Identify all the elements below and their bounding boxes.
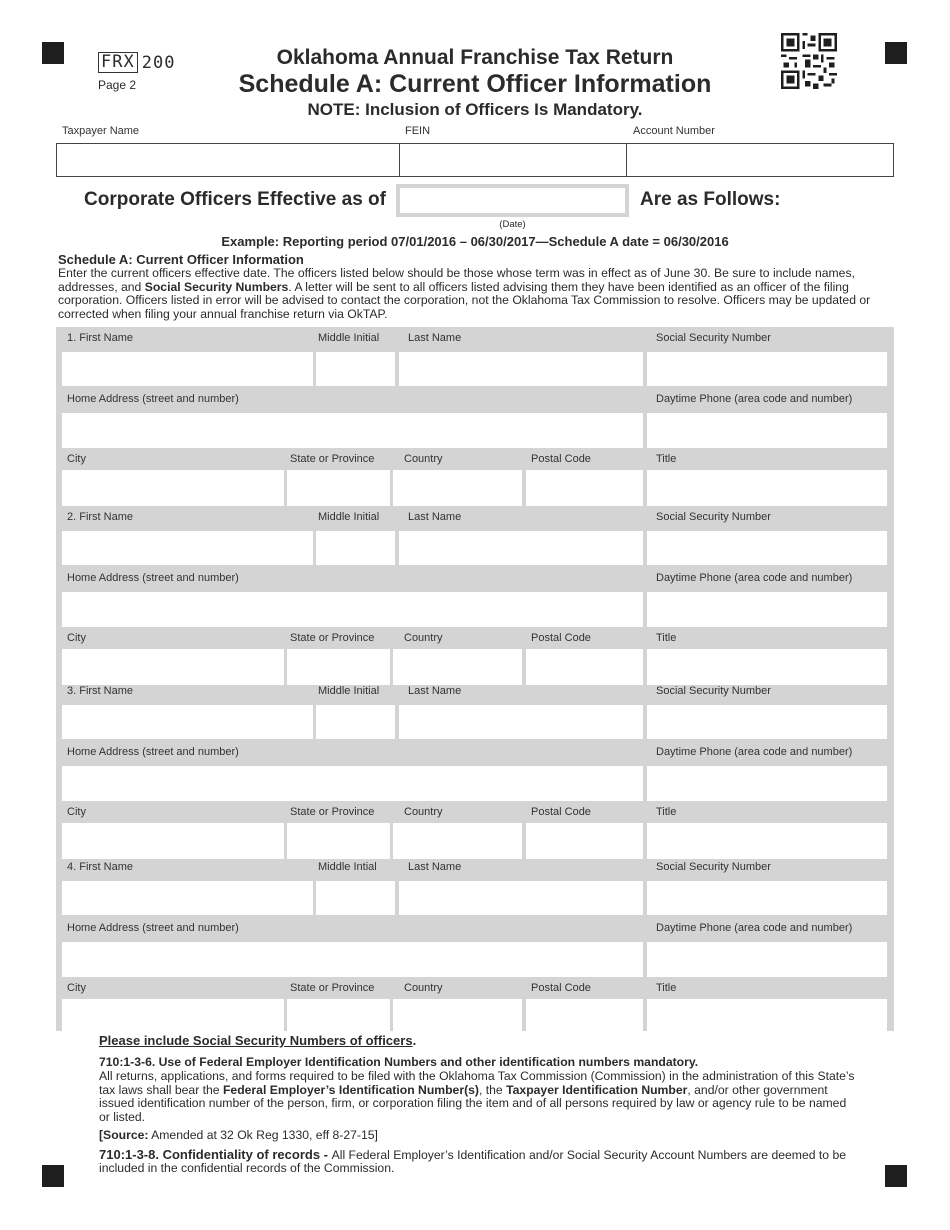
officer-1-country-field[interactable]: [393, 470, 522, 506]
officer-4-phone-field[interactable]: [647, 942, 887, 977]
officer-3-state-label: State or Province: [290, 806, 375, 818]
ssn-reminder-period: .: [412, 1033, 417, 1048]
effective-date-field[interactable]: [400, 188, 625, 213]
fein-field[interactable]: [399, 143, 627, 177]
officer-4-state-label: State or Province: [290, 982, 375, 994]
officer-2-state-field[interactable]: [287, 649, 390, 685]
officer-1-last-field[interactable]: [399, 352, 643, 386]
form-code-number: 200: [141, 52, 176, 73]
form-title: Oklahoma Annual Franchise Tax Return: [276, 46, 674, 69]
officer-1-postal-field[interactable]: [526, 470, 643, 506]
registration-mark-bottom-right: [885, 1165, 907, 1187]
ssn-reminder-text: Please include Social Security Numbers of officers: [99, 1033, 413, 1048]
rule6-fein-bold: Federal Employer’s Identification Number(s): [222, 1082, 479, 1097]
mandatory-note: NOTE: Inclusion of Officers Is Mandatory.: [307, 100, 643, 119]
officer-1-title-label: Title: [656, 453, 677, 465]
officer-2-middle-label: Middle Initial: [318, 511, 380, 523]
officer-3-city-field[interactable]: [62, 823, 284, 859]
source-label: [Source:: [99, 1128, 149, 1142]
registration-mark-top-left: [42, 42, 64, 64]
officer-4-title-field[interactable]: [647, 999, 887, 1035]
officer-4-last-label: Last Name: [408, 861, 462, 873]
form-code: [98, 52, 175, 73]
officer-4-middle-field[interactable]: [316, 881, 395, 915]
officer-3-address-field[interactable]: [62, 766, 643, 801]
rule8-text: All Federal Employer’s Identification and/or Social Security Account Numbers are deemed to be included in the confidential records of the Commission.: [99, 1147, 847, 1175]
officer-3-middle-label: Middle Initial: [318, 685, 380, 697]
officer-1-address-label: Home Address (street and number): [67, 393, 239, 405]
officer-2-country-field[interactable]: [393, 649, 522, 685]
officer-2-city-label: City: [67, 632, 86, 644]
officer-3-phone-label: Daytime Phone (area code and number): [656, 746, 853, 758]
registration-mark-bottom-left: [42, 1165, 64, 1187]
officer-3-city-label: City: [67, 806, 86, 818]
officer-2-postal-label: Postal Code: [531, 632, 591, 644]
officer-3-first-label: 3. First Name: [67, 685, 134, 697]
schedule-title: Schedule A: Current Officer Information: [238, 70, 712, 98]
officer-1-middle-label: Middle Initial: [318, 332, 380, 344]
officer-3-address-label: Home Address (street and number): [67, 746, 239, 758]
officer-4-ssn-field[interactable]: [647, 881, 887, 915]
officer-4-first-label: 4. First Name: [67, 861, 134, 873]
officer-3-last-label: Last Name: [408, 685, 462, 697]
registration-mark-top-right: [885, 42, 907, 64]
page-label: Page 2: [98, 78, 137, 92]
officer-2-last-field[interactable]: [399, 531, 643, 565]
officer-2-phone-field[interactable]: [647, 592, 887, 627]
officer-4-city-label: City: [67, 982, 86, 994]
fein-label: FEIN: [405, 125, 431, 137]
account-number-field[interactable]: [626, 143, 894, 177]
rule-710-1-3-6-title: 710:1-3-6. Use of Federal Employer Identification Numbers and other identification numbers mandatory.: [99, 1054, 699, 1069]
officer-3-ssn-field[interactable]: [647, 705, 887, 739]
qr-code: [781, 33, 837, 89]
example-text: Example: Reporting period 07/01/2016 – 06/30/2017—Schedule A date = 06/30/2016: [221, 234, 729, 249]
rule6-part2: , the: [478, 1082, 507, 1097]
officer-3-state-field[interactable]: [287, 823, 390, 859]
rule-710-1-3-6-text: [99, 1070, 859, 1124]
officer-4-postal-label: Postal Code: [531, 982, 591, 994]
officer-1-first-field[interactable]: [62, 352, 313, 386]
rule6-part3: , and/or other government issued identification number of the person, firm, or corporation filing the item and of all persons required by law or agency rule to be named or listed.: [99, 1082, 847, 1124]
officer-1-first-label: 1. First Name: [67, 332, 134, 344]
officer-2-postal-field[interactable]: [526, 649, 643, 685]
rule8-title: 710:1-3-8. Confidentiality of records -: [99, 1146, 332, 1162]
officer-3-postal-label: Postal Code: [531, 806, 591, 818]
taxpayer-name-label: Taxpayer Name: [62, 125, 140, 137]
officer-1-ssn-field[interactable]: [647, 352, 887, 386]
effective-as-of-label: Corporate Officers Effective as of: [84, 189, 386, 210]
rule6-part1: All returns, applications, and forms required to be filed with the Oklahoma Tax Commission (Commission) in the administration of this State’s tax laws shall bear the: [99, 1069, 855, 1097]
officer-2-title-label: Title: [656, 632, 677, 644]
officer-4-country-field[interactable]: [393, 999, 522, 1035]
form-code-prefix: FRX: [98, 52, 138, 73]
officer-3-middle-field[interactable]: [316, 705, 395, 739]
officer-1-last-label: Last Name: [408, 332, 462, 344]
rule-710-1-3-8: [99, 1148, 859, 1176]
officer-3-postal-field[interactable]: [526, 823, 643, 859]
officer-4-last-field[interactable]: [399, 881, 643, 915]
officer-1-city-label: City: [67, 453, 86, 465]
legal-notes: [99, 1034, 859, 1181]
instructions-part2: . A letter will be sent to all officers listed advising them they have been identified as an officer of the filing corporation. Officers listed in error will be advised to contact the corporation, not the Oklahoma Tax Commission to resolve. Officers may be updated or corrected when filing your annual franchise return via OkTAP.: [58, 279, 871, 321]
officer-1-phone-field[interactable]: [647, 413, 887, 448]
officer-2-address-field[interactable]: [62, 592, 643, 627]
officer-4-address-field[interactable]: [62, 942, 643, 977]
officer-2-last-label: Last Name: [408, 511, 462, 523]
officer-1-ssn-label: Social Security Number: [656, 332, 771, 344]
schedule-instructions: [58, 267, 894, 321]
officer-1-postal-label: Postal Code: [531, 453, 591, 465]
officer-4-middle-label: Middle Intial: [318, 861, 377, 873]
officer-3-ssn-label: Social Security Number: [656, 685, 771, 697]
rule6-tin-bold: Taxpayer Identification Number: [506, 1082, 688, 1097]
effective-date-frame: [396, 184, 629, 217]
are-as-follows-label: Are as Follows:: [640, 189, 781, 210]
officer-2-first-field[interactable]: [62, 531, 313, 565]
officer-3-country-field[interactable]: [393, 823, 522, 859]
officer-4-postal-field[interactable]: [526, 999, 643, 1035]
officer-4-phone-label: Daytime Phone (area code and number): [656, 922, 853, 934]
officer-1-city-field[interactable]: [62, 470, 284, 506]
officer-1-phone-label: Daytime Phone (area code and number): [656, 393, 853, 405]
officer-1-state-label: State or Province: [290, 453, 375, 465]
officer-2-ssn-label: Social Security Number: [656, 511, 771, 523]
officer-3-country-label: Country: [404, 806, 443, 818]
officer-4-country-label: Country: [404, 982, 443, 994]
source-citation: [99, 1129, 859, 1143]
officer-2-country-label: Country: [404, 632, 443, 644]
date-caption: (Date): [499, 219, 526, 230]
officer-2-first-label: 2. First Name: [67, 511, 134, 523]
instructions-ssn-bold: Social Security Numbers: [144, 279, 289, 294]
officer-4-title-label: Title: [656, 982, 677, 994]
officer-2-city-field[interactable]: [62, 649, 284, 685]
instructions-part1: Enter the current officers effective date. The officers listed below should be those whose term was in effect as of June 30. Be sure to include names, addresses, and: [58, 266, 855, 294]
officer-4-first-field[interactable]: [62, 881, 313, 915]
officer-4-address-label: Home Address (street and number): [67, 922, 239, 934]
schedule-heading: Schedule A: Current Officer Information: [58, 252, 304, 267]
officer-3-last-field[interactable]: [399, 705, 643, 739]
officer-3-title-label: Title: [656, 806, 677, 818]
officers-table: [56, 327, 894, 1031]
officer-1-address-field[interactable]: [62, 413, 643, 448]
officer-3-title-field[interactable]: [647, 823, 887, 859]
officer-2-title-field[interactable]: [647, 649, 887, 685]
officer-4-city-field[interactable]: [62, 999, 284, 1035]
officer-1-state-field[interactable]: [287, 470, 390, 506]
officer-2-address-label: Home Address (street and number): [67, 572, 239, 584]
source-text: Amended at 32 Ok Reg 1330, eff 8-27-15]: [148, 1128, 378, 1142]
officer-2-ssn-field[interactable]: [647, 531, 887, 565]
officer-1-middle-field[interactable]: [316, 352, 395, 386]
officer-1-country-label: Country: [404, 453, 443, 465]
officer-1-title-field[interactable]: [647, 470, 887, 506]
officer-3-phone-field[interactable]: [647, 766, 887, 801]
officer-2-phone-label: Daytime Phone (area code and number): [656, 572, 853, 584]
taxpayer-name-field[interactable]: [56, 143, 400, 177]
ssn-reminder: [99, 1034, 859, 1048]
account-number-label: Account Number: [633, 125, 715, 137]
officer-2-state-label: State or Province: [290, 632, 375, 644]
officer-4-state-field[interactable]: [287, 999, 390, 1035]
officer-4-ssn-label: Social Security Number: [656, 861, 771, 873]
officer-3-first-field[interactable]: [62, 705, 313, 739]
officer-2-middle-field[interactable]: [316, 531, 395, 565]
